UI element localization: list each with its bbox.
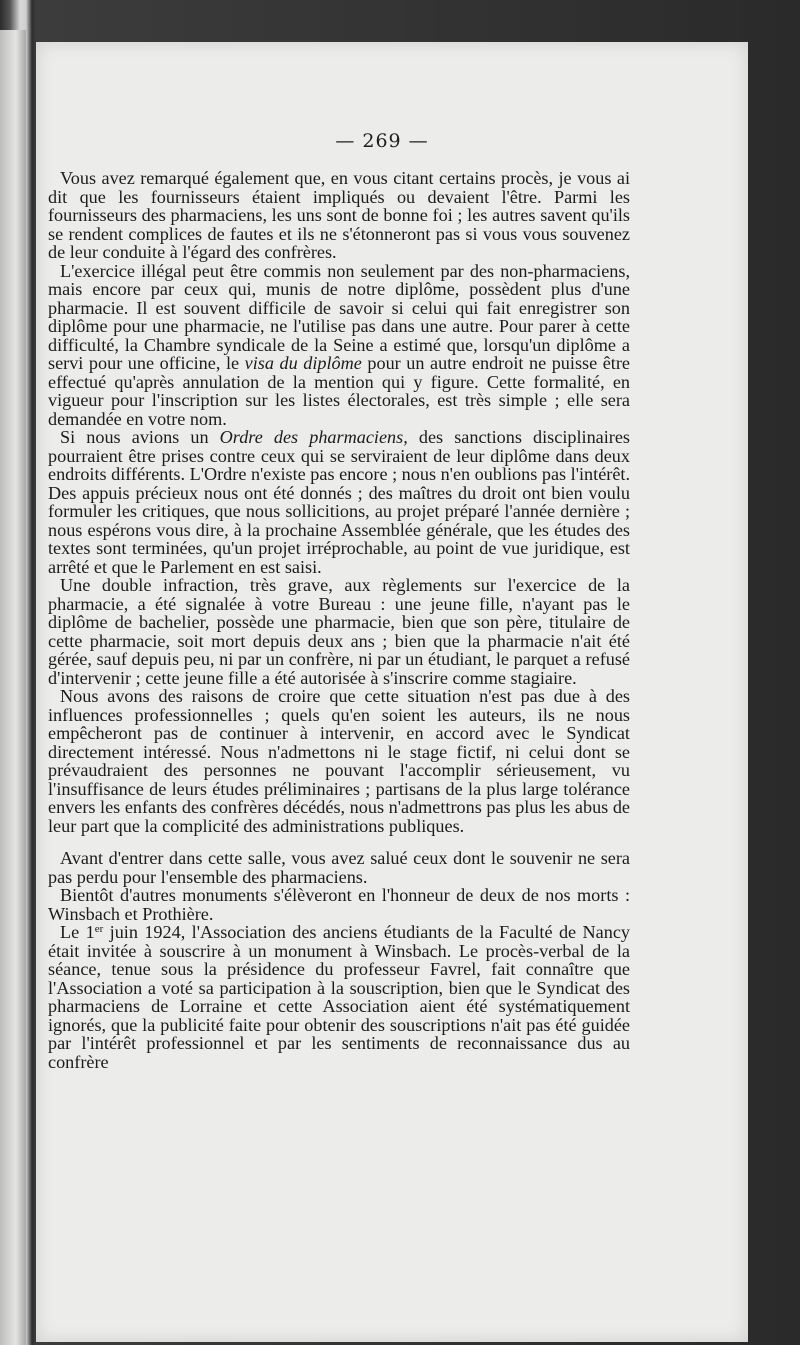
paragraph-text: juin 1924, l'Association des anciens étudiants de la Faculté de Nancy était invitée à souscrire à un monument à Winsbach. Le procès-verbal de la séance, tenue sous la présidence du professeur Favrel, fait connaître que l'Association a voté sa participation à la souscription, bien que le Syndicat des pharmaciens de Lorraine et cette Association aient été systématiquement ignorés, que la publicité faite pour obtenir des souscriptions n'ait pas été guidée par l'intérêt professionnel et par les sentiments de reconnaissance dus au confrère: [48, 922, 630, 1072]
paragraph-text: Avant d'entrer dans cette salle, vous avez salué ceux dont le souvenir ne sera pas perdu pour l'ensemble des pharmaciens.: [48, 848, 630, 887]
paragraph-text: pour un autre endroit ne puisse être effectué qu'après annulation de la mention qui y figure. Cette formalité, en vigueur pour l'inscription sur les listes électorales, est très simple ; elle sera demandée en votre nom.: [48, 353, 630, 429]
paragraph: [48, 849, 630, 886]
paragraph-text: Bientôt d'autres monuments s'élèveront en l'honneur de deux de nos morts : Winsbach et Prothière.: [48, 885, 630, 924]
paragraph-text: Si nous avions un: [60, 427, 220, 447]
italic-text: Ordre des pharmaciens,: [219, 427, 408, 447]
paragraph-text: L'exercice illégal peut être commis non seulement par des non-pharmaciens, mais encore par ceux qui, munis de notre diplôme, possèdent plus d'une pharmacie. Il est souvent difficile de savoir si celui qui fait enregistrer son diplôme pour une pharmacie, ne l'utilise pas dans une autre. Pour parer à cette difficulté, la Chambre syndicale de la Seine a estimé que, lorsqu'un diplôme a servi pour une officine, le: [48, 260, 630, 373]
italic-text: visa du diplôme: [244, 353, 362, 373]
paragraph-text: Le 1: [60, 922, 95, 942]
paragraph: [48, 886, 630, 923]
paragraph: [48, 262, 630, 429]
facing-page-edge: [0, 30, 26, 1345]
paragraph-text: Vous avez remarqué également que, en vous citant certains procès, je vous ai dit que les fournisseurs étaient impliqués ou devaient l'être. Parmi les fournisseurs des pharmaciens, les uns sont de bonne foi ; les autres savent qu'ils se rendent complices de fautes et ils ne s'étonneront pas si vous vous souvenez de leur conduite à l'égard des confrères.: [48, 168, 630, 262]
paragraph: [48, 687, 630, 835]
paragraph-text: des sanctions disciplinaires pourraient être prises contre ceux qui se serviraient de leur diplôme dans deux endroits différents. L'Ordre n'existe pas encore ; nous n'en oublions pas l'intérêt. Des appuis précieux nous ont été donnés ; des maîtres du droit ont bien voulu formuler les critiques, que nous sollicitions, au projet préparé l'année dernière ; nous espérons vous dire, à la prochaine Assemblée générale, que les études des textes sont terminées, qu'un projet irréprochable, au point de vue juridique, est arrêté et que le Parlement en est saisi.: [48, 427, 630, 577]
paragraph: [48, 576, 630, 687]
page-sheet: [36, 42, 748, 1342]
paragraph: [48, 169, 630, 262]
paragraph-text: Nous avons des raisons de croire que cette situation n'est pas due à des influences professionnelles ; quels qu'en soient les auteurs, ils ne nous empêcheront pas de continuer à intervenir, en accord avec le Syndicat directement intéressé. Nous n'admettons ni le stage fictif, ni celui dont se prévaudraient des personnes ne pouvant l'accomplir sérieusement, vu l'insuffisance de leurs études préliminaires ; partisans de la plus large tolérance envers les enfants des confrères décédés, nous n'admettrons pas plus les abus de leur part que la complicité des administrations publiques.: [48, 686, 630, 836]
superscript-text: er: [94, 923, 104, 935]
paragraph: [48, 923, 630, 1071]
body-text: [48, 169, 630, 1071]
paragraph-text: Une double infraction, très grave, aux règlements sur l'exercice de la pharmacie, a été signalée à votre Bureau : une jeune fille, n'ayant pas le diplôme de bachelier, possède une pharmacie, bien que son père, titulaire de cette pharmacie, soit mort depuis deux ans ; bien que la pharmacie n'ait été gérée, sauf depuis peu, ni par un confrère, ni par un étudiant, le parquet a refusé d'intervenir ; cette jeune fille a été autorisée à s'inscrire comme stagiaire.: [48, 575, 630, 688]
paragraph: [48, 428, 630, 576]
page-number: — 269 —: [335, 130, 429, 152]
